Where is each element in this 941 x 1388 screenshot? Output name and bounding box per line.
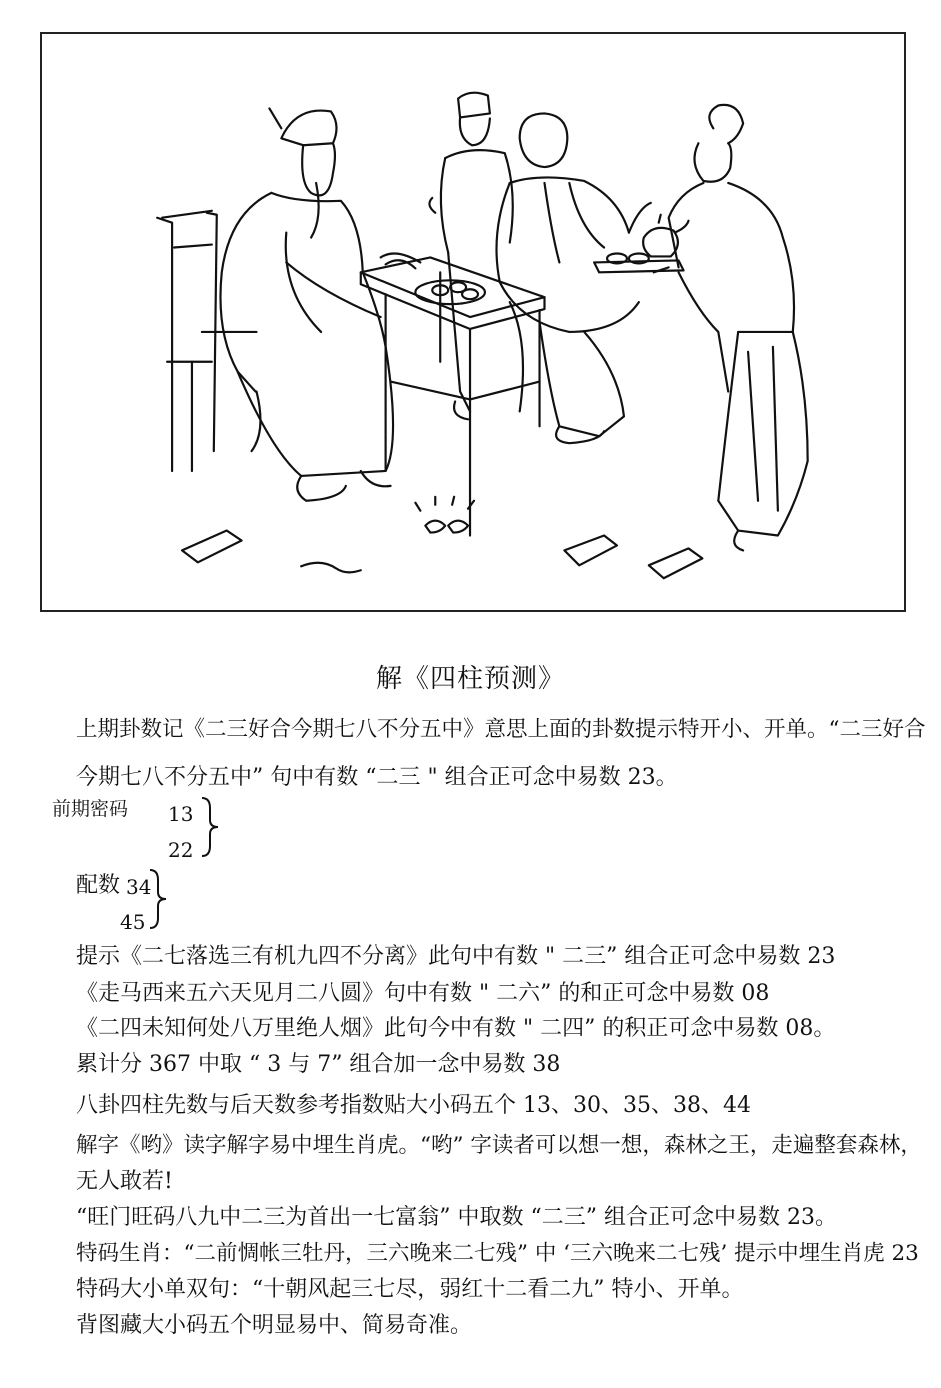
prev-code-label: 前期密码 xyxy=(52,798,129,820)
hint-line-2: 《走马西来五六天见月二八圆》句中有数 " 二六” 的和正可念中易数 08 xyxy=(76,981,770,1006)
pair-label: 配数 xyxy=(76,873,121,898)
page-title: 解《四柱预测》 xyxy=(375,664,565,694)
hint-line-11: 背图藏大小码五个明显易中、简易奇准。 xyxy=(76,1313,473,1338)
hint-line-9: 特码生肖：“二前惆帐三牡丹，三六晚来二七残” 中 ‘三六晚来二七残’ 提示中埋生肖虎 23 xyxy=(76,1241,919,1266)
pair-brace xyxy=(146,868,168,930)
illustration-frame xyxy=(40,32,906,612)
chair-drawing xyxy=(157,211,256,471)
hint-line-1: 提示《二七落选三有机九四不分离》此句中有数 " 二三” 组合正可念中易数 23 xyxy=(76,944,836,969)
emperor-drawing xyxy=(220,108,393,500)
prev-code-brace xyxy=(198,796,220,858)
pair-value-2: 45 xyxy=(120,910,146,934)
prev-code-value-2: 22 xyxy=(168,838,194,862)
hint-line-3: 《二四未知何处八万里绝人烟》此句今中有数 " 二四” 的积正可念中易数 08。 xyxy=(76,1016,836,1041)
prev-code-value-1: 13 xyxy=(168,802,194,826)
monk-drawing xyxy=(497,113,651,443)
intro-line-1: 上期卦数记《二三好合今期七八不分五中》意思上面的卦数提示特开小、开单。“二三好合 xyxy=(76,717,926,742)
hint-line-6: 解字《哟》读字解字易中埋生肖虎。“哟” 字读者可以想一想，森林之王，走遍整套森林， xyxy=(76,1133,922,1158)
maid-drawing xyxy=(654,105,808,551)
hint-line-4: 累计分 367 中取 “ 3 与 7” 组合加一念中易数 38 xyxy=(76,1052,561,1077)
pair-value-1: 34 xyxy=(126,875,152,899)
hint-line-10: 特码大小单双句：“十朝风起三七尽，弱红十二看二九” 特小、开单。 xyxy=(76,1277,744,1302)
intro-line-2: 今期七八不分五中” 句中有数 “二三 " 组合正可念中易数 23。 xyxy=(76,765,678,790)
hint-line-8: “旺门旺码八九中二三为首出一七富翁” 中取数 “二三” 组合正可念中易数 23。 xyxy=(76,1205,837,1230)
hint-line-7: 无人敢若! xyxy=(76,1169,173,1194)
illustration xyxy=(42,34,904,610)
floor-items-drawing xyxy=(182,497,702,578)
hint-line-5: 八卦四柱先数与后天数参考指数贴大小码五个 13、30、35、38、44 xyxy=(76,1093,751,1118)
